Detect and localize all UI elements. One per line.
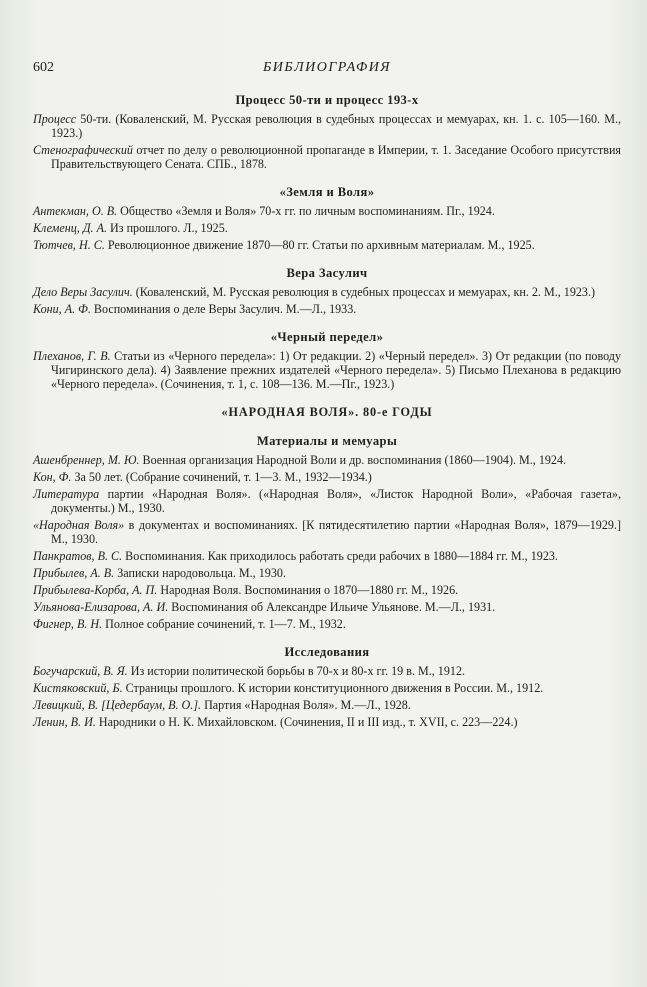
entry-text: За 50 лет. (Собрание сочинений, т. 1—3. М., 1932—1934.) [71, 470, 372, 484]
entry-text: Страницы прошлого. К истории конституционного движения в России. М., 1912. [122, 681, 544, 695]
entry-text: Революционное движение 1870—80 гг. Статьи по архивным материалам. М., 1925. [104, 238, 535, 252]
entry-author: Кистяковский, Б. [33, 681, 123, 695]
bibliography-entry [33, 487, 621, 515]
entry-text: в документах и воспоминаниях. [К пятидесятилетию партии «Народная Воля», 1879—1929.] М., 1930. [51, 518, 621, 546]
entry-author: Плеханов, Г. В. [33, 349, 111, 363]
entry-author: Процесс [33, 112, 77, 126]
bibliography-entry [33, 143, 621, 171]
entry-author: Литература [33, 487, 100, 501]
page-content [33, 60, 621, 732]
entry-text: 50-ти. (Коваленский, М. Русская революция в судебных процессах и мемуарах, кн. 1. с. 105—160. М., 1923.) [51, 112, 621, 140]
bibliography-entry [33, 453, 621, 467]
entry-text: Воспоминания об Александре Ильиче Ульянове. М.—Л., 1931. [168, 600, 496, 614]
entry-author: Кон, Ф. [33, 470, 72, 484]
bibliography-entry [33, 285, 621, 299]
entry-text: Полное собрание сочинений, т. 1—7. М., 1932. [102, 617, 346, 631]
section-heading: Процесс 50-ти и процесс 193-х [235, 93, 419, 107]
entry-author: Клеменц, Д. А. [33, 221, 108, 235]
bibliography-entry [33, 470, 621, 484]
section-heading: Вера Засулич [286, 266, 368, 280]
entry-author: Прибылев, А. В. [33, 566, 115, 580]
entry-author: Прибылева-Корба, А. П. [33, 583, 158, 597]
entry-author: Левицкий, В. [Цедербаум, В. О.]. [33, 698, 202, 712]
entry-text: (Коваленский, М. Русская революция в судебных процессах и мемуарах, кн. 2. М., 1923.) [132, 285, 596, 299]
bibliography-entry [33, 518, 621, 546]
bibliography-entry [33, 664, 621, 678]
entry-author: Ленин, В. И. [33, 715, 96, 729]
bibliography-entry [33, 715, 621, 729]
entry-author: Ашенбреннер, М. Ю. [33, 453, 140, 467]
bibliography-entry [33, 583, 621, 597]
entry-author: Ульянова-Елизарова, А. И. [33, 600, 169, 614]
entry-author: Богучарский, В. Я. [33, 664, 128, 678]
bibliography-entry [33, 681, 621, 695]
entry-author: Антекман, О. В. [33, 204, 118, 218]
bibliography-entry [33, 221, 621, 235]
entry-author: Панкратов, В. С. [33, 549, 123, 563]
page-number: 602 [33, 60, 54, 75]
section-heading: «НАРОДНАЯ ВОЛЯ». 80-е ГОДЫ [221, 405, 433, 419]
running-title: БИБЛИОГРАФИЯ [262, 60, 392, 75]
entry-text: Из прошлого. Л., 1925. [107, 221, 228, 235]
entry-author: Тютчев, Н. С. [33, 238, 105, 252]
bibliography-entry [33, 566, 621, 580]
bibliography-entry [33, 549, 621, 563]
bibliography-entry [33, 698, 621, 712]
section-heading: «Черный передел» [270, 330, 384, 344]
entry-text: Военная организация Народной Воли и др. воспоминания (1860—1904). М., 1924. [139, 453, 567, 467]
entry-author: Стенографический [33, 143, 133, 157]
entry-text: Статьи из «Черного передела»: 1) От редакции. 2) «Черный передел». 3) От редакции (по поводу Чигиринского дела). 4) Заявление прежних издателей «Черного передела». 5) Письмо Плеханова в редакцию «Черного передела». (Сочинения, т. 1, с. 108—136. М.—Пг., 1923.) [51, 349, 621, 391]
entry-text: Из истории политической борьбы в 70-х и 80-х гг. 19 в. М., 1912. [127, 664, 466, 678]
entry-text: Воспоминания. Как приходилось работать среди рабочих в 1880—1884 гг. М., 1923. [122, 549, 558, 563]
bibliography-entry [33, 600, 621, 614]
entry-text: Народники о Н. К. Михайловском. (Сочинения, II и III изд., т. XVII, с. 223—224.) [95, 715, 518, 729]
bibliography-sections [33, 93, 621, 729]
bibliography-entry [33, 112, 621, 140]
bibliography-entry [33, 302, 621, 316]
bibliography-entry [33, 238, 621, 252]
entry-author: «Народная Воля» [33, 518, 125, 532]
bibliography-entry [33, 204, 621, 218]
entry-text: отчет по делу о революционной пропаганде в Империи, т. 1. Заседание Особого присутствия Правительствующего Сената. СПБ., 1878. [51, 143, 621, 171]
bibliography-entry [33, 349, 621, 391]
entry-text: Общество «Земля и Воля» 70-х гг. по личным воспоминаниям. Пг., 1924. [117, 204, 495, 218]
entry-text: Записки народовольца. М., 1930. [114, 566, 286, 580]
entry-text: партии «Народная Воля». («Народная Воля», «Листок Народной Воли», «Рабочая газета», документы.) М., 1930. [51, 487, 621, 515]
entry-author: Дело Веры Засулич. [33, 285, 133, 299]
page-header [33, 60, 621, 82]
entry-text: Воспоминания о деле Веры Засулич. М.—Л., 1933. [90, 302, 357, 316]
section-heading: «Земля и Воля» [279, 185, 375, 199]
entry-author: Кони, А. Ф. [33, 302, 91, 316]
section-heading: Исследования [284, 645, 370, 659]
entry-text: Партия «Народная Воля». М.—Л., 1928. [201, 698, 411, 712]
entry-text: Народная Воля. Воспоминания о 1870—1880 гг. М., 1926. [157, 583, 459, 597]
section-heading: Материалы и мемуары [256, 434, 398, 448]
bibliography-entry [33, 617, 621, 631]
entry-author: Фигнер, В. Н. [33, 617, 103, 631]
